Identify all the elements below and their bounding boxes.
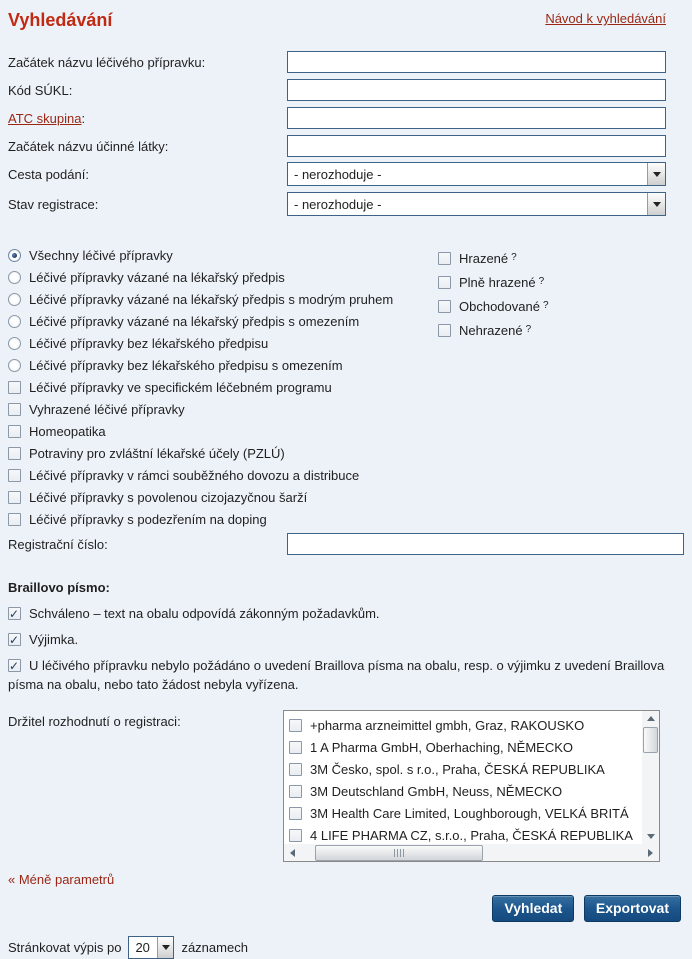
radio-button[interactable] (8, 337, 21, 350)
help-question-mark[interactable]: ? (525, 323, 532, 335)
atc-group-input[interactable] (287, 107, 666, 129)
braille-checkbox-group (8, 604, 684, 694)
option-label: Homeopatika (29, 423, 106, 439)
option-label: Plně hrazené (459, 274, 536, 290)
option-label: Léčivé přípravky s podezřením na doping (29, 511, 267, 527)
checkbox-option[interactable] (8, 630, 684, 649)
option-label: Potraviny pro zvláštní lékařské účely (PZLÚ) (29, 445, 285, 461)
checkbox-option[interactable] (8, 442, 684, 464)
help-question-mark[interactable]: ? (511, 251, 517, 263)
type-checkbox-group (8, 376, 684, 530)
horizontal-scroll-thumb[interactable] (315, 845, 483, 861)
checkbox-option[interactable] (438, 294, 549, 318)
radio-option[interactable] (8, 310, 684, 332)
checkbox[interactable] (8, 425, 21, 438)
coverage-checkbox-group (438, 246, 549, 342)
option-label: Léčivé přípravky s povolenou cizojazyčnou šarží (29, 489, 308, 505)
option-label: Léčivé přípravky vázané na lékařský předpis s modrým pruhem (29, 291, 394, 307)
radio-button[interactable] (8, 293, 21, 306)
chevron-down-icon[interactable] (647, 193, 665, 215)
checkbox-option[interactable] (438, 246, 549, 270)
option-label: Obchodované (459, 298, 540, 314)
radio-button[interactable] (8, 271, 21, 284)
name-start-input[interactable] (287, 51, 666, 73)
field-rows (8, 50, 666, 216)
item-label: 3M Deutschland GmbH, Neuss, NĚMECKO (310, 783, 563, 799)
checkbox-option[interactable] (8, 464, 684, 486)
less-params-row (8, 872, 692, 887)
scroll-down-icon[interactable] (642, 829, 659, 844)
checkbox[interactable] (8, 659, 21, 672)
paging-label-prefix: Stránkovat výpis po (8, 940, 122, 955)
less-params-link[interactable]: « Méně parametrů (8, 872, 115, 887)
option-label: U léčivého přípravku nebylo požádáno o uvedení Braillova písma na obalu, resp. o výjimku z uvedení Braillova písma na obalu, nebo tato žádost nebyla vyřízena. (8, 658, 665, 692)
scroll-left-icon[interactable] (284, 845, 301, 860)
checkbox[interactable] (438, 252, 451, 265)
checkbox[interactable] (8, 491, 21, 504)
field-row-name-start (8, 50, 666, 74)
checkbox[interactable] (8, 633, 21, 646)
checkbox-option[interactable] (438, 318, 549, 342)
actions-row (8, 895, 692, 922)
checkbox[interactable] (289, 829, 302, 842)
field-row-atc-group (8, 106, 666, 130)
option-label: Léčivé přípravky v rámci souběžného dovozu a distribuce (29, 467, 360, 483)
item-label: 4 LIFE PHARMA CZ, s.r.o., Praha, ČESKÁ REPUBLIKA (310, 827, 633, 843)
radio-option[interactable] (8, 332, 684, 354)
checkbox-option[interactable] (8, 398, 684, 420)
field-row-status (8, 192, 666, 216)
scroll-right-icon[interactable] (642, 845, 659, 860)
field-row-sukl-code (8, 78, 666, 102)
checkbox-option[interactable] (8, 604, 684, 623)
prescription-radio-group (8, 244, 684, 376)
checkbox[interactable] (289, 807, 302, 820)
list-item[interactable] (284, 824, 642, 844)
reg-number-label: Registrační číslo: (8, 536, 108, 552)
holder-list-items (284, 711, 642, 844)
checkbox-option[interactable] (8, 508, 684, 530)
checkbox[interactable] (438, 276, 451, 289)
item-label: 3M Česko, spol. s r.o., Praha, ČESKÁ REPUBLIKA (310, 761, 605, 777)
chevron-down-icon[interactable] (157, 937, 173, 958)
radio-button[interactable] (8, 359, 21, 372)
help-question-mark[interactable]: ? (542, 299, 549, 311)
radio-option[interactable] (8, 266, 684, 288)
radio-button[interactable] (8, 249, 21, 262)
export-button[interactable]: Exportovat (584, 895, 681, 922)
option-label: Léčivé přípravky vázané na lékařský předpis s omezením (29, 313, 360, 329)
atc-group-colon: : (81, 110, 86, 126)
checkbox[interactable] (8, 513, 21, 526)
search-button[interactable]: Vyhledat (492, 895, 574, 922)
list-item[interactable] (284, 758, 642, 780)
option-label: Léčivé přípravky bez lékařského předpisu (29, 335, 269, 351)
help-question-mark[interactable]: ? (538, 275, 545, 287)
holder-label: Držitel rozhodnutí o registraci: (8, 714, 181, 729)
checkbox[interactable] (289, 719, 302, 732)
field-row-substance-start (8, 134, 666, 158)
option-label: Léčivé přípravky ve specifickém léčebném programu (29, 379, 332, 395)
header (8, 8, 666, 38)
paging-label-suffix: záznamech (181, 940, 248, 955)
list-item[interactable] (284, 714, 642, 736)
options-section (8, 244, 684, 556)
status-label: Stav registrace: (8, 196, 99, 212)
paging-row (8, 936, 692, 959)
chevron-down-icon[interactable] (647, 163, 665, 185)
page-size-value: 20 (135, 940, 150, 955)
checkbox[interactable] (438, 324, 451, 337)
option-label: Hrazené (459, 250, 509, 266)
vertical-scroll-thumb[interactable] (643, 727, 658, 753)
radio-option[interactable] (8, 244, 684, 266)
checkbox-option[interactable] (8, 376, 684, 398)
checkbox-option[interactable] (8, 420, 684, 442)
field-row-route (8, 162, 666, 186)
option-label: Léčivé přípravky vázané na lékařský předpis (29, 269, 285, 285)
substance-start-label: Začátek názvu účinné látky: (8, 138, 169, 154)
checkbox[interactable] (289, 763, 302, 776)
checkbox[interactable] (8, 469, 21, 482)
list-item[interactable] (284, 736, 642, 758)
field-row-reg-number (8, 532, 684, 556)
list-item[interactable] (284, 802, 642, 824)
sukl-code-label: Kód SÚKL: (8, 82, 73, 98)
substance-start-input[interactable] (287, 135, 666, 157)
braille-section (8, 580, 684, 694)
option-label: Všechny léčivé přípravky (29, 247, 173, 263)
sukl-code-input[interactable] (287, 79, 666, 101)
status-select[interactable] (287, 192, 666, 216)
horizontal-scrollbar[interactable] (284, 844, 659, 861)
atc-group-link[interactable]: ATC skupina (8, 110, 82, 126)
radio-option[interactable] (8, 288, 684, 310)
checkbox[interactable] (8, 403, 21, 416)
atc-group-label (8, 111, 287, 126)
checkbox[interactable] (289, 785, 302, 798)
item-label: 3M Health Care Limited, Loughborough, VELKÁ BRITÁ (310, 805, 629, 821)
list-item[interactable] (284, 780, 642, 802)
item-label: 1 A Pharma GmbH, Oberhaching, NĚMECKO (310, 739, 573, 755)
option-label: Schváleno – text na obalu odpovídá zákonným požadavkům. (29, 606, 380, 621)
scroll-up-icon[interactable] (642, 711, 659, 726)
checkbox-option[interactable] (438, 270, 549, 294)
radio-button[interactable] (8, 315, 21, 328)
radio-option[interactable] (8, 354, 684, 376)
checkbox[interactable] (8, 381, 21, 394)
option-label: Vyhrazené léčivé přípravky (29, 401, 185, 417)
checkbox[interactable] (8, 447, 21, 460)
search-help-link[interactable]: Návod k vyhledávání (545, 11, 666, 26)
route-select[interactable] (287, 162, 666, 186)
page-title: Vyhledávání (8, 10, 113, 30)
holder-section (8, 710, 692, 862)
holder-listbox[interactable] (283, 710, 660, 862)
checkbox[interactable] (289, 741, 302, 754)
option-label: Nehrazené (459, 322, 523, 338)
name-start-label: Začátek názvu léčivého přípravku: (8, 54, 206, 70)
checkbox-option[interactable] (8, 486, 684, 508)
braille-heading: Braillovo písmo: (8, 580, 110, 595)
vertical-scrollbar[interactable] (642, 711, 659, 844)
horizontal-scroll-track[interactable] (301, 844, 642, 861)
route-label: Cesta podání: (8, 166, 89, 182)
route-select-value: - nerozhoduje - (294, 166, 382, 182)
item-label: +pharma arzneimittel gmbh, Graz, RAKOUSKO (310, 717, 585, 733)
checkbox[interactable] (8, 607, 21, 620)
checkbox[interactable] (438, 300, 451, 313)
page-size-select[interactable] (128, 936, 174, 959)
option-label: Výjimka. (29, 632, 79, 647)
status-select-value: - nerozhoduje - (294, 196, 382, 212)
reg-number-input[interactable] (287, 533, 684, 555)
option-label: Léčivé přípravky bez lékařského předpisu s omezením (29, 357, 343, 373)
checkbox-option[interactable] (8, 656, 684, 694)
